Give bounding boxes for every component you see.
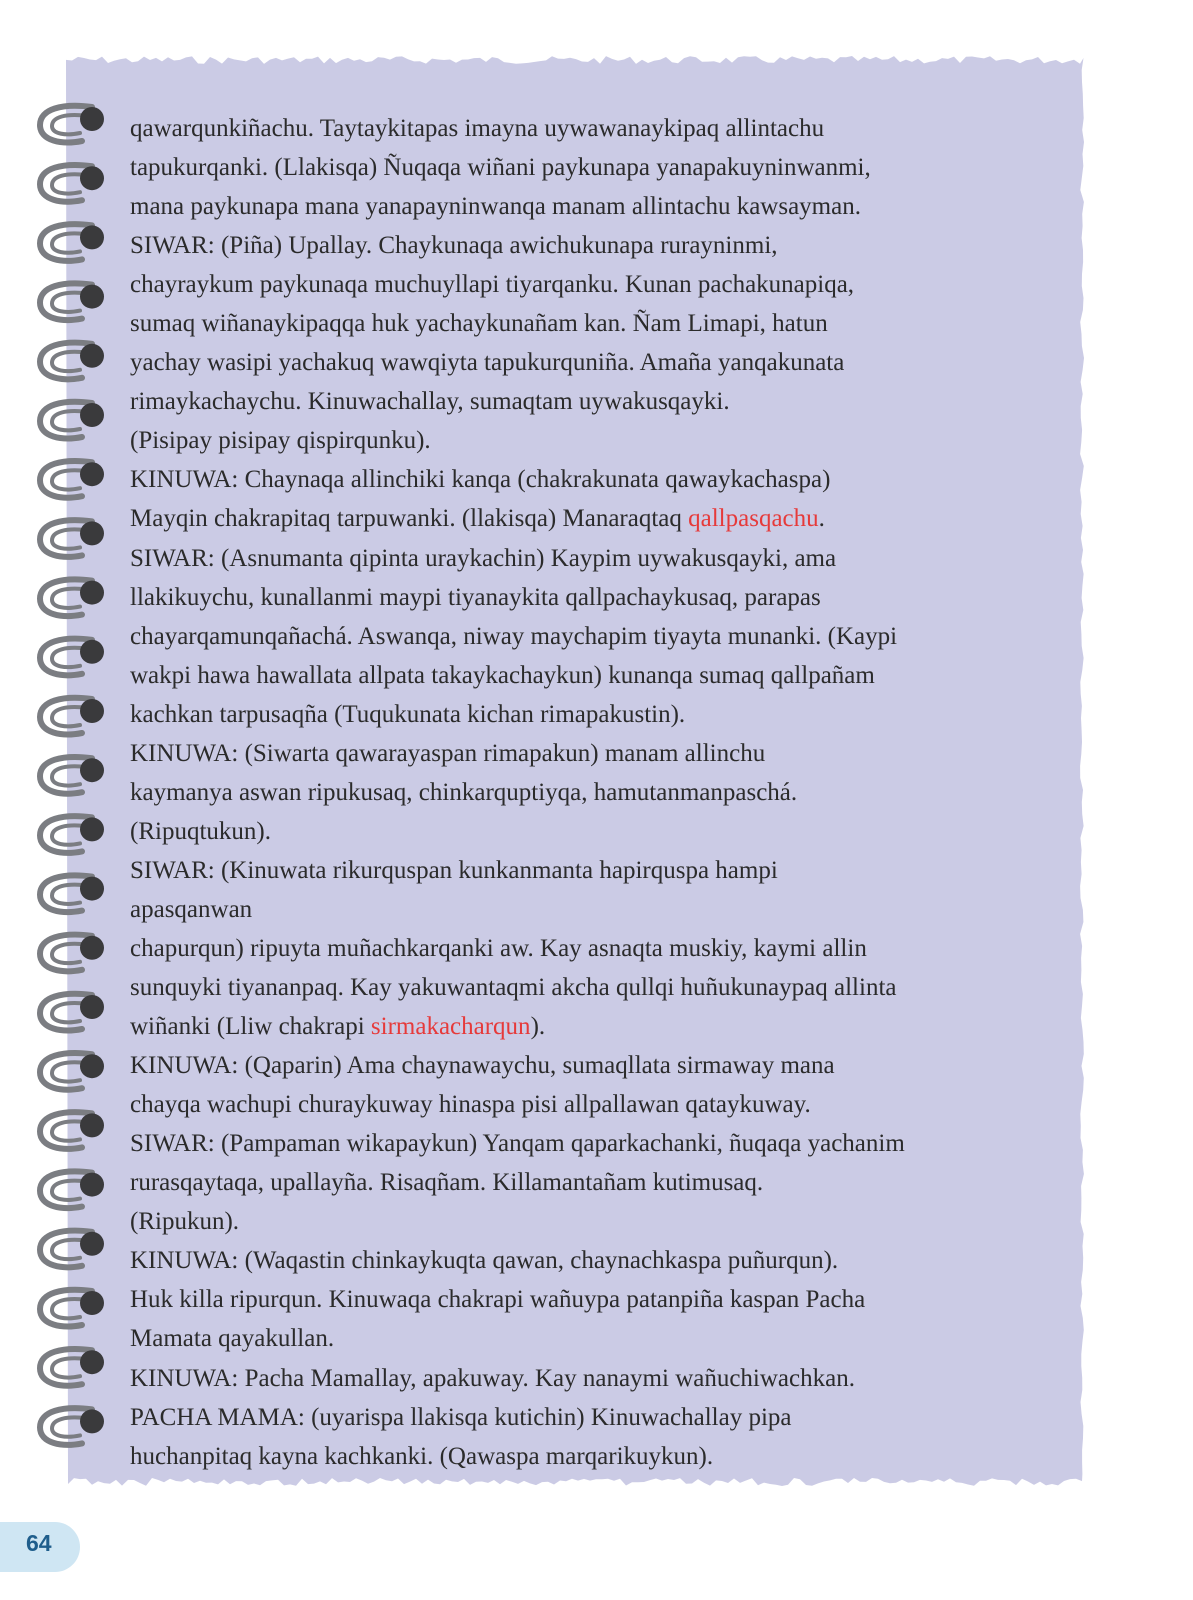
line-text: SIWAR: (Kinuwata rikurquspan kunkanmanta hapirquspa hampi [130,856,778,884]
line-text: llakikuychu, kunallanmi maypi tiyanaykita qallpachaykusaq, parapas [130,583,821,611]
script-line [130,1359,1060,1398]
script-line [130,578,1060,617]
script-line [130,812,1060,851]
line-text: Huk killa ripurqun. Kinuwaqa chakrapi wañuypa patanpiña kaspan Pacha [130,1286,866,1314]
script-line [130,1319,1060,1358]
line-text: apasqanwan [130,895,253,923]
line-text: rimaykachaychu. Kinuwachallay, sumaqtam uywakusqayki. [130,388,730,416]
line-text: rurasqaytaqa, upallayña. Risaqñam. Killamantañam kutimusaq. [130,1169,764,1197]
script-line [130,187,1060,226]
script-line [130,460,1060,499]
line-text: (Pisipay pisipay qispirqunku). [130,427,431,455]
script-line [130,499,1060,538]
line-text: KINUWA: (Qaparin) Ama chaynawaychu, sumaqllata sirmaway mana [130,1052,835,1080]
line-text: (Ripukun). [130,1208,240,1236]
line-text: SIWAR: (Pampaman wikapaykun) Yanqam qaparkachanki, ñuqaqa yachanim [130,1130,905,1158]
line-text: KINUWA: (Siwarta qawarayaspan rimapakun) manam allinchu [130,739,766,767]
script-line [130,1398,1060,1437]
line-text: SIWAR: (Piña) Upallay. Chaykunaqa awichukunapa rurayninmi, [130,232,778,260]
line-text: KINUWA: (Waqastin chinkaykuqta qawan, chaynachkaspa puñurqun). [130,1247,839,1275]
script-line [130,421,1060,460]
line-text: kaymanya aswan ripukusaq, chinkarquptiyqa, hamutanmanpaschá. [130,778,798,806]
script-line [130,1046,1060,1085]
line-text: ). [530,1013,546,1041]
line-text: wakpi hawa hawallata allpata takaykachaykun) kunanqa sumaq qallpañam [130,661,875,689]
line-text: wiñanki (Lliw chakrapi [130,1013,371,1041]
line-text: chapurqun) ripuyta muñachkarqanki aw. Kay asnaqta muskiy, kaymi allin [130,934,867,962]
script-line [130,1437,1060,1476]
line-text: Mamata qayakullan. [130,1325,335,1353]
line-text: huchanpitaq kayna kachkanki. (Qawaspa marqarikuykun). [130,1442,714,1470]
script-line [130,539,1060,578]
line-text: chayraykum paykunaqa muchuyllapi tiyarqanku. Kunan pachakunapiqa, [130,271,855,299]
highlighted-word: sirmakacharqun [370,1013,531,1041]
page-number: 64 [26,1530,52,1556]
line-text: chayqa wachupi churaykuway hinaspa pisi allpallawan qataykuway. [130,1091,811,1119]
line-text: sumaq wiñanaykipaqqa huk yachaykunañam kan. Ñam Limapi, hatun [130,310,828,338]
script-line [130,382,1060,421]
script-line [130,304,1060,343]
script-line [130,773,1060,812]
script-line [130,1124,1060,1163]
script-line [130,890,1060,929]
line-text: sunquyki tiyananpaq. Kay yakuwantaqmi akcha qullqi huñukunaypaq allinta [130,974,897,1002]
line-text: KINUWA: Pacha Mamallay, apakuway. Kay nanaymi wañuchiwachkan. [130,1364,855,1392]
script-line [130,1241,1060,1280]
script-line [130,734,1060,773]
script-line [130,695,1060,734]
line-text: chayarqamunqañachá. Aswanqa, niway maychapim tiyayta munanki. (Kaypi [130,622,898,650]
line-text: PACHA MAMA: (uyarispa llakisqa kutichin) Kinuwachallay pipa [130,1403,792,1431]
script-line [130,148,1060,187]
script-line [130,109,1060,148]
script-line [130,617,1060,656]
script-line [130,929,1060,968]
line-text: Mayqin chakrapitaq tarpuwanki. (llakisqa) Manaraqtaq [130,505,689,533]
script-line [130,343,1060,382]
line-text: qawarqunkiñachu. Taytaykitapas imayna uywawanaykipaq allintachu [130,115,825,142]
line-text: kachkan tarpusaqña (Tuqukunata kichan rimapakustin). [130,700,686,728]
line-text: yachay wasipi yachakuq wawqiyta tapukurquniña. Amaña yanqakunata [130,349,845,377]
script-line [130,851,1060,890]
script-line [130,1007,1060,1046]
line-text: tapukurqanki. (Llakisqa) Ñuqaqa wiñani paykunapa yanapakuyninwanmi, [130,154,871,182]
script-text [130,109,1060,1476]
script-line [130,1085,1060,1124]
script-line [130,1163,1060,1202]
script-line [130,226,1060,265]
line-text: SIWAR: (Asnumanta qipinta uraykachin) Kaypim uywakusqayki, ama [130,544,837,572]
highlighted-word: qallpasqachu [688,505,819,533]
script-line [130,1280,1060,1319]
line-text: mana paykunapa mana yanapayninwanqa manam allintachu kawsayman. [130,193,861,221]
line-text: KINUWA: Chaynaqa allinchiki kanqa (chakrakunata qawaykachaspa) [130,466,831,494]
line-text: . [818,505,825,533]
script-line [130,265,1060,304]
script-line [130,968,1060,1007]
line-text: (Ripuqtukun). [130,817,271,845]
script-line [130,656,1060,695]
script-line [130,1202,1060,1241]
